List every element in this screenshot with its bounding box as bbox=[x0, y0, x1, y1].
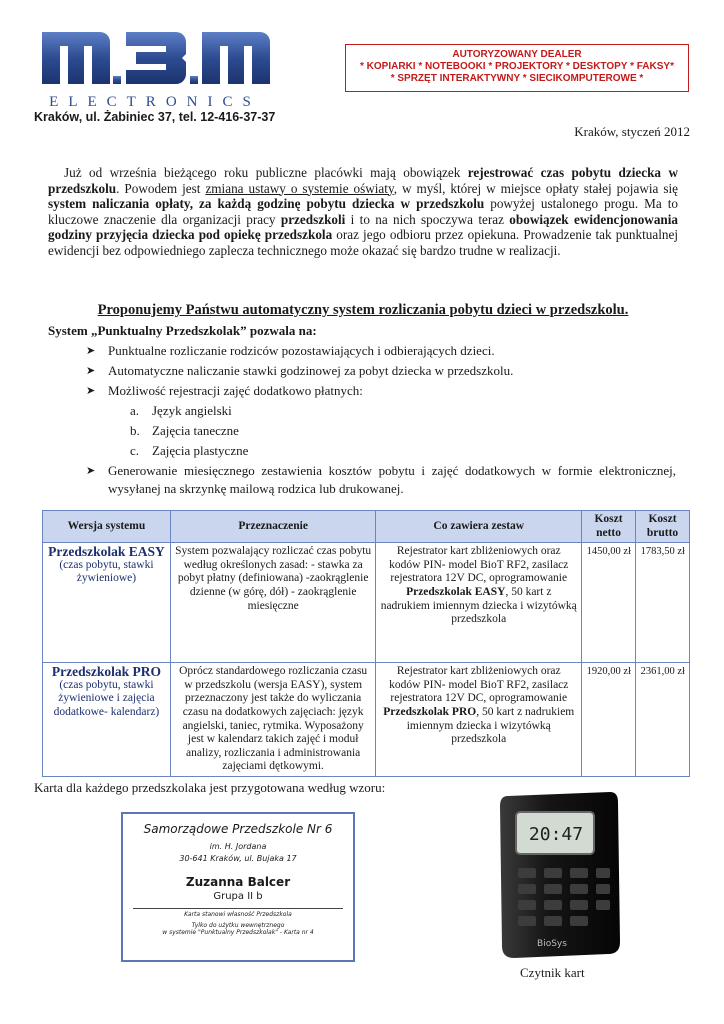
card-group: Grupa II b bbox=[213, 891, 263, 902]
card-patron: im. H. Jordana bbox=[209, 842, 267, 851]
version-name: Przedszkolak EASY bbox=[48, 544, 165, 560]
table-header-row bbox=[43, 511, 690, 543]
dealer-line-2: * KOPIARKI * NOTEBOOKI * PROJEKTORY * DESKTOPY * FAKSY* bbox=[360, 61, 674, 72]
kit-cell: Rejestrator kart zbliżeniowych oraz kodów PIN- model BioT RF2, zasilacz rejestratora 12V DC, oprogramowanie Przedszkolak EASY, 50 kart z nadrukiem imiennym dziecka i wizytówką przedszkola bbox=[376, 543, 582, 663]
price-brutto: 1783,50 zł bbox=[636, 543, 690, 663]
arrow-bullet-icon: ➤ bbox=[86, 345, 96, 357]
col-header-version: Wersja systemu bbox=[43, 511, 171, 543]
col-header-contents: Co zawiera zestaw bbox=[376, 511, 582, 543]
dealer-line-3: * SPRZĘT INTERAKTYWNY * SIECIKOMPUTEROWE * bbox=[390, 73, 644, 84]
dealer-box bbox=[345, 44, 689, 92]
card-school-name: Samorządowe Przedszkole Nr 6 bbox=[143, 822, 333, 836]
kit-cell: Rejestrator kart zbliżeniowych oraz kodów PIN- model BioT RF2, zasilacz rejestratora 12V DC, oprogramowanie Przedszkolak PRO, 50 kart z nadrukiem imiennym dziecka i wizytówką przedszkola bbox=[376, 663, 582, 777]
list-item: ➤ Generowanie miesięcznego zestawienia kosztów pobytu i zajęć dodatkowych w formie elektronicznej, wysyłanej na skrzynkę mailową rodzica lub drukowanej. bbox=[86, 463, 676, 496]
price-brutto: 2361,00 zł bbox=[636, 663, 690, 777]
dealer-line-1: AUTORYZOWANY DEALER bbox=[452, 49, 582, 60]
col-header-netto: Koszt netto bbox=[582, 511, 636, 543]
purpose-cell: Oprócz standardowego rozliczania czasu w przedszkolu (wersja EASY), system przeznaczony jest także do wyliczania czasu na dodatkowych zajęciach: język angielski, taniec, rytmika. Wyposażony jest w kalendarz takich zajęć i moduł analizy, rozliczania i administrowania zajęciami dętkowymi. bbox=[170, 663, 376, 777]
col-header-brutto: Koszt brutto bbox=[636, 511, 690, 543]
sub-list-item: b. Zajęcia taneczne bbox=[130, 423, 239, 438]
logo-subtitle: ELECTRONICS bbox=[49, 94, 261, 110]
reader-time: 20:47 bbox=[528, 824, 584, 845]
price-netto: 1450,00 zł bbox=[582, 543, 636, 663]
purpose-cell: System pozwalający rozliczać czas pobytu według określonych zasad: - stawka za pobyt płatny (definiowana) -zaokrąglenie dzienne (w górę, dół) - zaokrąglenie miesięczne bbox=[170, 543, 376, 663]
card-reader-image bbox=[494, 790, 624, 960]
reader-brand: BioSys bbox=[537, 939, 567, 949]
reader-caption: Czytnik kart bbox=[520, 965, 585, 980]
offer-heading: Proponujemy Państwu automatyczny system rozliczania pobytu dzieci w przedszkolu. bbox=[97, 302, 629, 318]
arrow-bullet-icon: ➤ bbox=[86, 385, 96, 397]
price-table bbox=[42, 510, 690, 777]
letter-date: Kraków, styczeń 2012 bbox=[574, 124, 690, 139]
sub-list-item: c. Zajęcia plastyczne bbox=[130, 443, 249, 458]
card-child-name: Zuzanna Balcer bbox=[185, 875, 291, 889]
version-desc: (czas pobytu, stawki żywieniowe) bbox=[59, 558, 154, 585]
sub-list-item: a. Język angielski bbox=[130, 403, 232, 418]
list-item: ➤ Automatyczne naliczanie stawki godzinowej za pobyt dziecka w przedszkolu. bbox=[86, 363, 514, 378]
list-item: ➤ Możliwość rejestracji zajęć dodatkowo płatnych: bbox=[86, 383, 363, 398]
card-note: w systemie "Punktualny Przedszkolak" - Karta nr 4 bbox=[162, 929, 314, 936]
sample-id-card bbox=[121, 812, 355, 962]
table-row bbox=[43, 543, 690, 663]
card-divider bbox=[133, 908, 343, 909]
feature-list bbox=[86, 342, 676, 500]
table-row bbox=[43, 663, 690, 777]
price-netto: 1920,00 zł bbox=[582, 663, 636, 777]
card-caption: Karta dla każdego przedszkolaka jest przygotowana według wzoru: bbox=[34, 780, 386, 795]
col-header-purpose: Przeznaczenie bbox=[170, 511, 376, 543]
card-address: 30-641 Kraków, ul. Bujaka 17 bbox=[179, 854, 297, 863]
version-desc: (czas pobytu, stawki żywieniowe i zajęcia dodatkowe- kalendarz) bbox=[53, 678, 160, 718]
version-name: Przedszkolak PRO bbox=[51, 664, 161, 680]
system-subheading: System „Punktualny Przedszkolak” pozwala na: bbox=[48, 323, 317, 338]
list-item: ➤ Punktualne rozliczanie rodziców pozostawiających i odbierających dzieci. bbox=[86, 343, 495, 358]
card-note: Karta stanowi własność Przedszkola bbox=[184, 911, 292, 918]
arrow-bullet-icon: ➤ bbox=[86, 465, 96, 477]
company-address: Kraków, ul. Żabiniec 37, tel. 12-416-37-37 bbox=[34, 110, 276, 124]
arrow-bullet-icon: ➤ bbox=[86, 365, 96, 377]
mbm-logo bbox=[40, 22, 270, 112]
card-note: Tylko do użytku wewnętrznego bbox=[191, 922, 285, 929]
intro-paragraph: Już od września bieżącego roku publiczne placówki mają obowiązek rejestrować czas pobytu dziecka w przedszkolu. Powodem jest zmiana ustawy o systemie oświaty, w myśl, której w miejsce opłaty stałej pojawia się system naliczania opłaty, za każdą godzinę pobytu dziecka w przedszkolu powyżej ustalonego progu. Ma to kluczowe znaczenie dla organizacji pracy przedszkoli i to na nich spoczywa teraz obowiązek ewidencjonowania godziny przyjęcia dziecka pod opiekę przedszkola oraz jego odbioru przez opiekuna. Prowadzenie tak punktualnej ewidencji bez odpowiedniego zaplecza technicznego może okazać się bardzo trudne w realizacji. bbox=[48, 165, 679, 258]
